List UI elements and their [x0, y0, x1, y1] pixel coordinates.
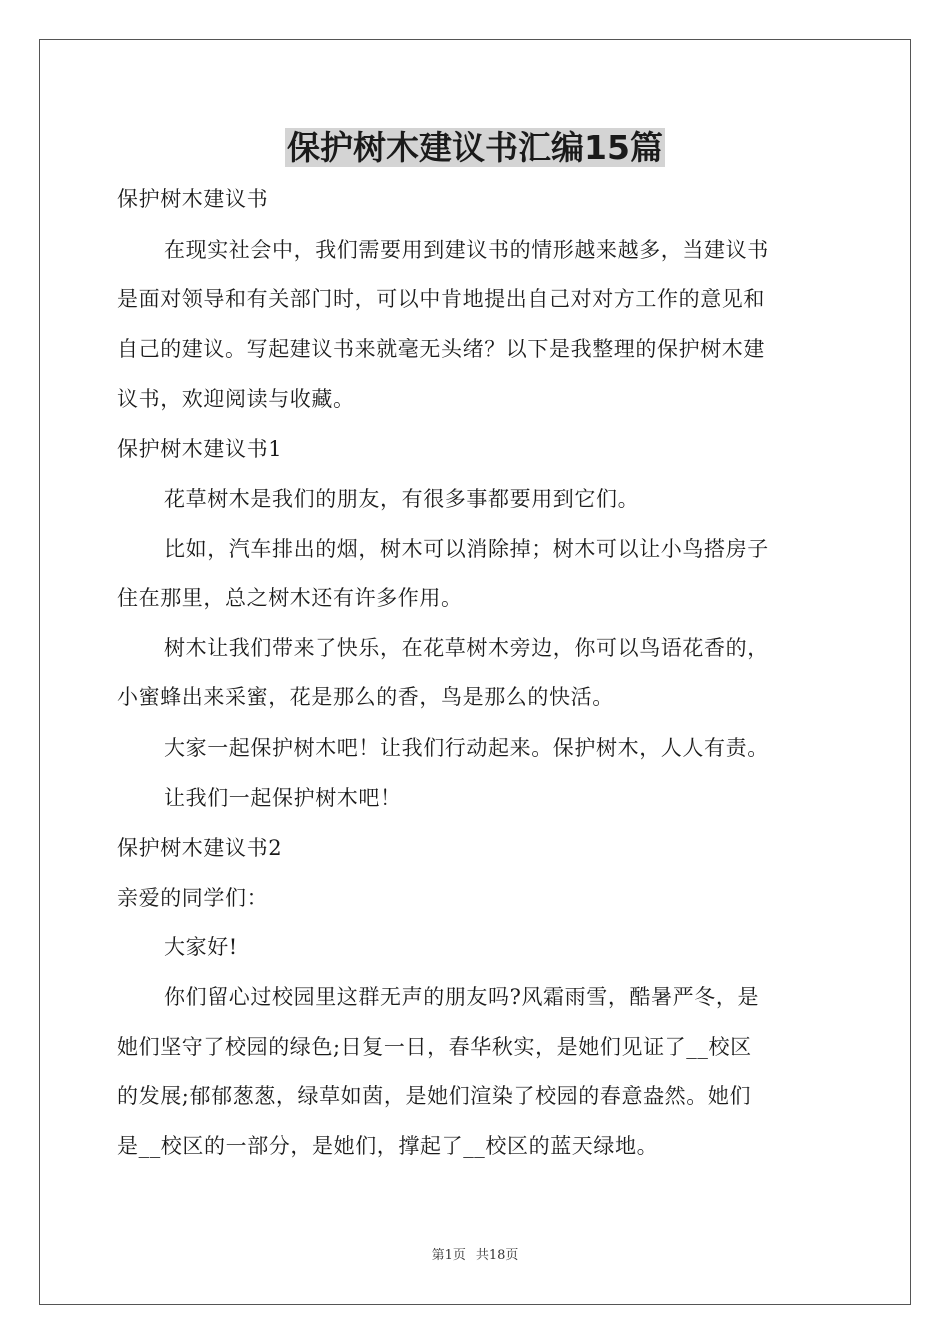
section-heading: 保护树木建议书 — [117, 187, 269, 211]
paragraph-line: 比如，汽车排出的烟，树木可以消除掉；树木可以让小鸟搭房子 — [164, 537, 769, 561]
paragraph-line: 让我们一起保护树木吧！ — [164, 786, 402, 810]
page-total: 共18页 — [475, 1248, 519, 1263]
document-title — [0, 126, 950, 170]
paragraph-line: 住在那里，总之树木还有许多作用。 — [117, 586, 463, 610]
paragraph-line: 你们留心过校园里这群无声的朋友吗?风霜雨雪，酷暑严冬，是 — [164, 985, 760, 1009]
paragraph-line: 是__校区的一部分，是她们，撑起了__校区的蓝天绿地。 — [117, 1134, 659, 1158]
paragraph-line: 自己的建议。写起建议书来就毫无头绪？以下是我整理的保护树木建 — [117, 337, 765, 361]
paragraph-line: 是面对领导和有关部门时，可以中肯地提出自己对对方工作的意见和 — [117, 287, 765, 311]
page-border — [39, 39, 911, 1305]
paragraph-line: 她们坚守了校园的绿色;日复一日，春华秋实，是她们见证了__校区 — [117, 1035, 752, 1059]
paragraph-line: 亲爱的同学们： — [117, 886, 269, 910]
paragraph-line: 大家一起保护树木吧！让我们行动起来。保护树木，人人有责。 — [164, 736, 769, 760]
paragraph-line: 大家好! — [164, 935, 238, 959]
section-heading: 保护树木建议书2 — [117, 836, 283, 860]
paragraph-line: 在现实社会中，我们需要用到建议书的情形越来越多，当建议书 — [164, 238, 769, 262]
section-heading: 保护树木建议书1 — [117, 437, 283, 461]
paragraph-line: 树木让我们带来了快乐，在花草树木旁边，你可以鸟语花香的， — [164, 636, 769, 660]
paragraph-line: 花草树木是我们的朋友，有很多事都要用到它们。 — [164, 487, 640, 511]
page-footer — [0, 1247, 950, 1265]
paragraph-line: 的发展;郁郁葱葱，绿草如茵，是她们渲染了校园的春意盎然。她们 — [117, 1084, 752, 1108]
document-title-text: 保护树木建议书汇编15篇 — [287, 128, 663, 167]
page-number: 第1页 — [431, 1248, 466, 1263]
paragraph-line: 小蜜蜂出来采蜜，花是那么的香，鸟是那么的快活。 — [117, 685, 614, 709]
paragraph-line: 议书，欢迎阅读与收藏。 — [117, 387, 355, 411]
